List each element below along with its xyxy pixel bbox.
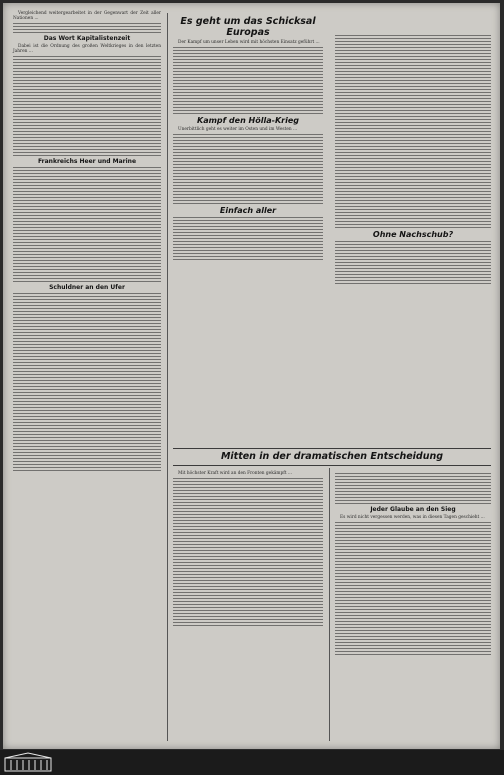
headline: Jeder Glaube an den Sieg xyxy=(370,506,456,513)
headline: Das Wort Kapitalistenzeit xyxy=(43,35,131,43)
article-text: Unerbittlich geht es weiter im Osten und im Westen ... xyxy=(178,127,298,133)
banner-headline: Mitten in der dramatischen Entscheidung xyxy=(220,451,444,462)
headline: Kampf den Hölla-Krieg xyxy=(197,116,299,126)
article-text: Mit höchster Kraft wird an den Fronten gekämpft ... xyxy=(178,471,292,476)
column-divider xyxy=(167,13,168,741)
headline: Es geht um das Schicksal Europas xyxy=(180,16,316,38)
banner-rule-top xyxy=(173,448,491,449)
newspaper-page xyxy=(3,3,500,749)
article-text: Der Kampf um unser Leben wird mit höchsten Einsatz geführt ... xyxy=(178,40,320,45)
article-text: Es wird nicht vergessen werden, was in diesen Tagen geschieht ... xyxy=(340,515,485,520)
headline: Schuldner an den Ufer xyxy=(49,284,125,292)
left-column xyxy=(13,11,161,473)
headline: Frankreichs Heer und Marine xyxy=(37,158,137,166)
headline: Ohne Nachschub? xyxy=(372,230,454,239)
article-text: Vergleichend weitergearbeitet in der Gegenwart der Zeit aller Nationen ... xyxy=(13,11,161,22)
banner xyxy=(173,450,491,464)
column-divider xyxy=(329,468,330,741)
right-column-upper xyxy=(335,33,491,286)
middle-column xyxy=(173,15,323,262)
headline: Einfach aller xyxy=(219,206,277,216)
lower-right-column xyxy=(335,471,491,657)
article-text: Dabei ist die Ordnung des großen Weltkrieges in den letzten Jahren ... xyxy=(13,44,161,55)
library-logo-icon xyxy=(4,752,52,772)
viewer-footer xyxy=(0,750,504,775)
lower-middle-column xyxy=(173,471,323,628)
banner-rule-bottom xyxy=(173,465,491,466)
